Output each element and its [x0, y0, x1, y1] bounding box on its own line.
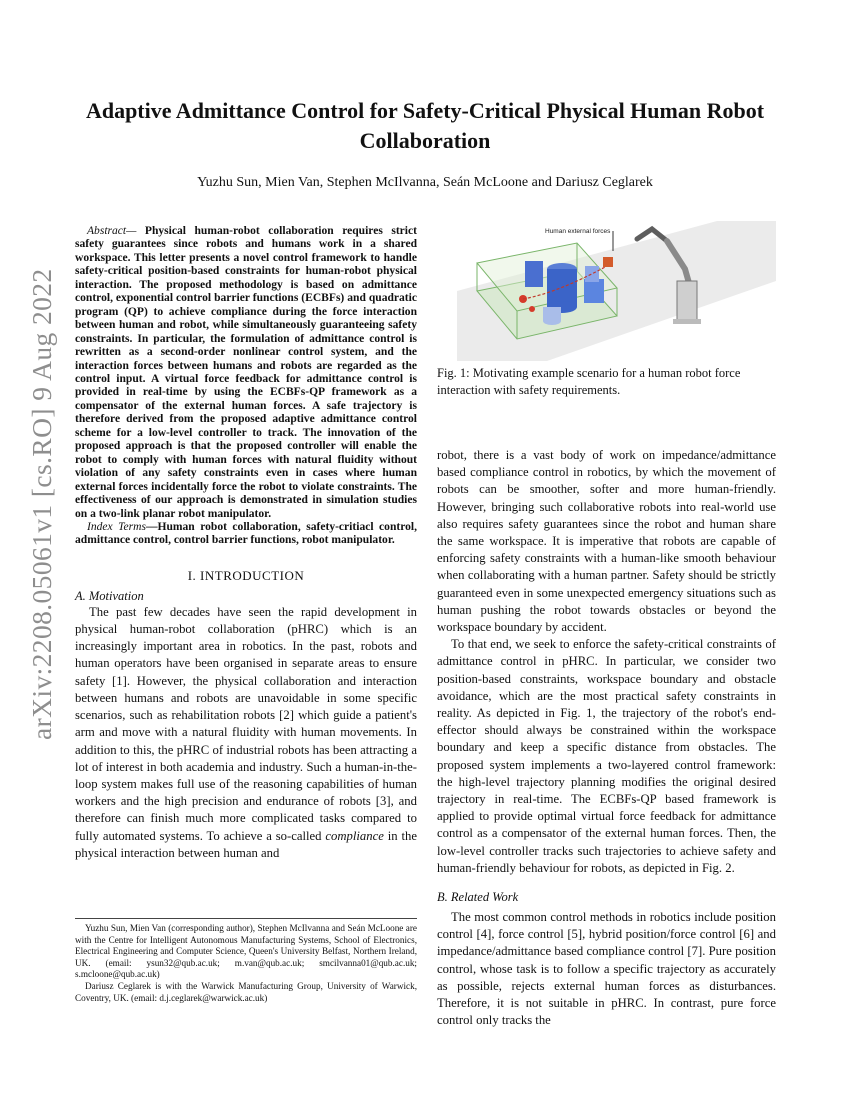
- obstacle-cylinder-front-body: [543, 307, 561, 321]
- footnote-affiliation-qub: Yuzhu Sun, Mien Van (corresponding author), Stephen McIlvanna and Seán McLoone are with the Centre for Intelligent Autonomous Manufacturing Systems, School of Electronics, Electrical Engineering and Computer Science, Queen's University Belfast, Northern Ireland, UK. (email: ysun32@qub.ac.uk; m.van@qub.ac.uk; smcilvanna01@qub.ac.uk; s.mcloone@qub.ac.uk): [75, 923, 417, 980]
- section-heading-introduction: I. INTRODUCTION: [187, 567, 305, 583]
- motivation-p1-part-b: in the physical interaction between human and: [75, 828, 417, 860]
- robot-base: [677, 281, 697, 321]
- motivation-paragraph-1-continued: robot, there is a vast body of work on impedance/admittance based compliance control in robotics, by which the movement of robots can be smoother, softer and more human-friendly. However, bringing such collaborative robots into real-world use also requires safety guarantees since the robot and human share the same workspace. It is imperative that robots are capable of enforcing safety constraints with a human-like smooth behaviour when collaborating with a human partner. Safety should be strictly guaranteed even in some unexpected emergency situations such as human pushing the robot towards obstacles or beyond the workspace boundary by accident.: [437, 448, 776, 635]
- left-column: [75, 225, 417, 862]
- motivation-paragraph-1: [75, 604, 417, 862]
- author-list: Yuzhu Sun, Mien Van, Stephen McIlvanna, Seán McLoone and Dariusz Ceglarek: [197, 175, 653, 190]
- robot-gripper: [603, 257, 613, 267]
- paper-title: Adaptive Admittance Control for Safety-Critical Physical Human Robot Collaboration: [85, 98, 765, 153]
- figure-1-force-label: Human external forces: [545, 228, 611, 235]
- subsection-heading-related-work: B. Related Work: [437, 890, 519, 905]
- figure-1: [437, 221, 776, 361]
- footnote-affiliation-warwick: Dariusz Ceglarek is with the Warwick Manufacturing Group, University of Warwick, Coventry, UK. (email: d.j.ceglarek@warwick.ac.uk): [75, 980, 417, 1003]
- subsection-heading-motivation: A. Motivation: [75, 588, 144, 603]
- obstacle-cube-right: [584, 279, 604, 303]
- footnotes: [75, 918, 417, 1004]
- index-terms-text: —Human robot collaboration, safety-critiacl control, admittance control, control barrier functions, robot manipulator.: [75, 520, 417, 547]
- index-terms-lead: Index Terms: [87, 520, 146, 533]
- obstacle-cube-back: [585, 266, 599, 282]
- figure-1-caption: Fig. 1: Motivating example scenario for a human robot force interaction with safety requirements.: [437, 366, 741, 397]
- related-work-paragraph-1: The most common control methods in robotics include position control [4], force control [5], hybrid position/force control [6] and impedance/admittance based compliance control [7]. Pure position control, whose task is to follow a specific trajectory as accurately as possible, rejects external human forces as disturbances. Therefore, it is not suitable in pHRC. In contrast, pure force control only tracks the: [437, 910, 776, 1028]
- motivation-p1-emphasis: compliance: [325, 828, 384, 843]
- abstract: [75, 225, 417, 521]
- motivation-paragraph-2: To that end, we seek to enforce the safety-critical constraints of admittance control in pHRC. In particular, we consider two position-based constraints, workspace boundary and obstacle avoidance, which are the most practical safety constraints in reality. As depicted in Fig. 1, the trajectory of the robot's end-effector should always be constrained within the workspace boundary and keep a specific distance from obstacles. The proposed system implements a two-layered control framework: the high-level trajectory planning modifies the original desired trajectory in real-time. The ECBFs-QP based framework is applied to provide optimal virtual force feedback for admittance control as a compensator of the external human forces. Then, the low-level controller tracks such trajectories to achieve safety and human-friendly behaviour for robots, as depicted in Fig. 2.: [437, 637, 776, 875]
- arxiv-identifier: arXiv:2208.05061v1 [cs.RO] 9 Aug 2022: [26, 268, 57, 740]
- obstacle-cube-left: [525, 261, 543, 287]
- figure-1-illustration: [437, 221, 776, 361]
- right-column: [437, 221, 776, 1030]
- index-terms: [75, 521, 417, 548]
- target-marker: [529, 306, 535, 312]
- motivation-p1-part-a: The past few decades have seen the rapid development in physical human-robot collaboration (pHRC) which is an increasingly important area in robotics. In the past, robots and human operators have been organised in separate areas to ensure safety [1]. However, the physical collaboration and interaction between humans and robots are unavoidable in some specific scenarios, such as rehabilitation robots [2] which guide a patient's arm and move with a natural fluidity with human movements. In addition to this, the pHRC of industrial robots has been attracting a lot of interest in both academia and industry. Such a human-in-the-loop system makes full use of the reasoning capabilities of human workers and the high precision and endurance of robots [3], and therefore can finish much more complicated tasks compared to fully automated systems. To achieve a so-called: [75, 604, 417, 843]
- abstract-lead: Abstract—: [87, 225, 137, 237]
- abstract-text: Physical human-robot collaboration requires strict safety guarantees since robots and humans work in a shared workspace. This letter presents a novel control framework to handle safety-critical position-based constraints for human-robot physical interaction. The proposed methodology is based on admittance control, exponential control barrier functions (ECBFs) and quadratic program (QP) to achieve compliance during the force interaction between human and robot, while simultaneously guaranteeing safety constraints. In particular, the formulation of admittance control is rewritten as a second-order nonlinear control system, and the interaction forces between humans and robots are regarded as the control input. A virtual force feedback for admittance control is provided in real-time by using the ECBFs-QP framework as a compensator of the external human forces. A safe trajectory is therefore derived from the proposed adaptive admittance control scheme for a low-level controller to track. The innovation of the proposed approach is that the proposed controller will enable the robot to comply with human forces with natural fluidity without violation of any safety constraints even in cases where human external forces incidentally force the robot to violate constraints. The effectiveness of our approach is demonstrated in simulation studies on a two-link planar robot manipulator.: [75, 225, 417, 520]
- robot-base-foot: [673, 319, 701, 324]
